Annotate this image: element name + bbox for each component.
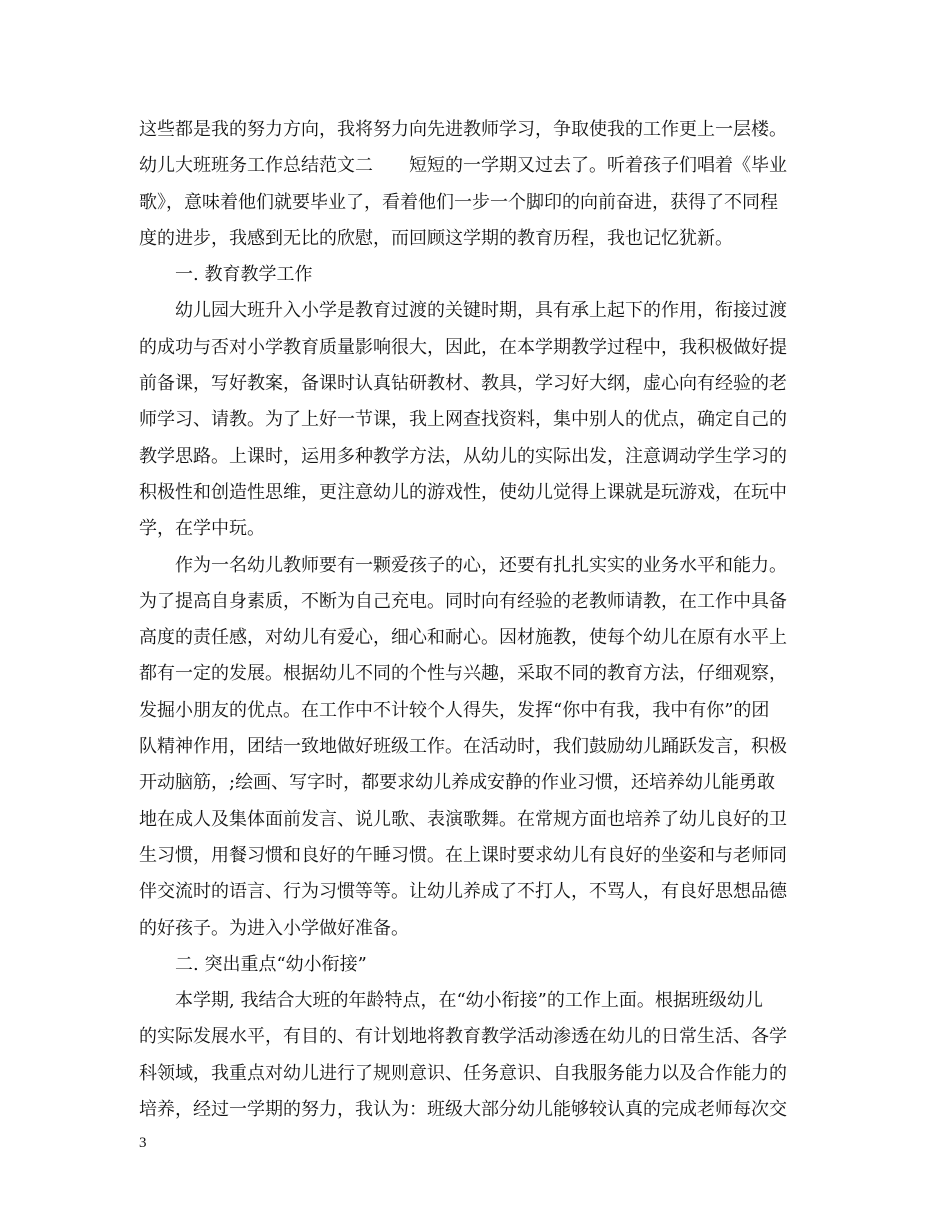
text-line: 一. 教育教学工作	[175, 264, 313, 286]
text-line: 生习惯，用餐习惯和良好的午睡习惯。在上课时要求幼儿有良好的坐姿和与老师同	[139, 844, 787, 866]
text-line: 发掘小朋友的优点。在工作中不计较个人得失，发挥“你中有我，我中有你”的团	[139, 699, 770, 721]
text-line: 高度的责任感，对幼儿有爱心，细心和耐心。因材施教，使每个幼儿在原有水平上	[139, 627, 787, 649]
text-line: 度的进步，我感到无比的欣慰，而回顾这学期的教育历程，我也记忆犹新。	[139, 227, 733, 249]
text-line: 伴交流时的语言、行为习惯等等。让幼儿养成了不打人，不骂人，有良好思想品德	[139, 881, 787, 903]
text-line: 培养，经过一学期的努力，我认为：班级大部分幼儿能够较认真的完成老师每次交	[139, 1099, 787, 1121]
text-line: 都有一定的发展。根据幼儿不同的个性与兴趣，采取不同的教育方法，仔细观察，	[139, 663, 787, 685]
text-line: 的实际发展水平，有目的、有计划地将教育教学活动渗透在幼儿的日常生活、各学	[139, 1026, 787, 1048]
text-line: 前备课，写好教案，备课时认真钻研教材、教具，学习好大纲，虚心向有经验的老	[139, 373, 787, 395]
text-line: 的成功与否对小学教育质量影响很大，因此，在本学期教学过程中，我积极做好提	[139, 336, 787, 358]
text-line: 为了提高自身素质，不断为自己充电。同时向有经验的老教师请教，在工作中具备	[139, 590, 787, 612]
text-line: 歌》，意味着他们就要毕业了，看着他们一步一个脚印的向前奋进，获得了不同程	[139, 191, 778, 213]
text-line: 学，在学中玩。	[139, 518, 265, 540]
text-line: 本学期, 我结合大班的年龄特点，在“幼小衔接”的工作上面。根据班级幼儿	[175, 990, 763, 1012]
text-line: 地在成人及集体面前发言、说儿歌、表演歌舞。在常规方面也培养了幼儿良好的卫	[139, 808, 787, 830]
text-line: 作为一名幼儿教师要有一颗爱孩子的心，还要有扎扎实实的业务水平和能力。	[175, 554, 787, 576]
text-line: 师学习、请教。为了上好一节课，我上网查找资料，集中别人的优点，确定自己的	[139, 409, 787, 431]
text-line: 开动脑筋，;绘画、写字时，都要求幼儿养成安静的作业习惯，还培养幼儿能勇敢	[139, 772, 776, 794]
text-line: 的好孩子。为进入小学做好准备。	[139, 917, 409, 939]
text-line: 教学思路。上课时，运用多种教学方法，从幼儿的实际出发，注意调动学生学习的	[139, 445, 787, 467]
text-line: 幼儿大班班务工作总结范文二 短短的一学期又过去了。听着孩子们唱着《毕业	[139, 155, 787, 177]
text-line: 科领域，我重点对幼儿进行了规则意识、任务意识、自我服务能力以及合作能力的	[139, 1062, 787, 1084]
text-line: 幼儿园大班升入小学是教育过渡的关键时期，具有承上起下的作用，衔接过渡	[175, 300, 787, 322]
text-line: 二. 突出重点“幼小衔接”	[175, 953, 367, 975]
text-line: 这些都是我的努力方向，我将努力向先进教师学习，争取使我的工作更上一层楼。	[139, 119, 787, 140]
page-number: 3	[139, 1135, 147, 1151]
text-line: 积极性和创造性思维，更注意幼儿的游戏性，使幼儿觉得上课就是玩游戏，在玩中	[139, 481, 787, 503]
text-line: 队精神作用，团结一致地做好班级工作。在活动时，我们鼓励幼儿踊跃发言，积极	[139, 736, 787, 758]
body-text	[139, 112, 811, 1128]
